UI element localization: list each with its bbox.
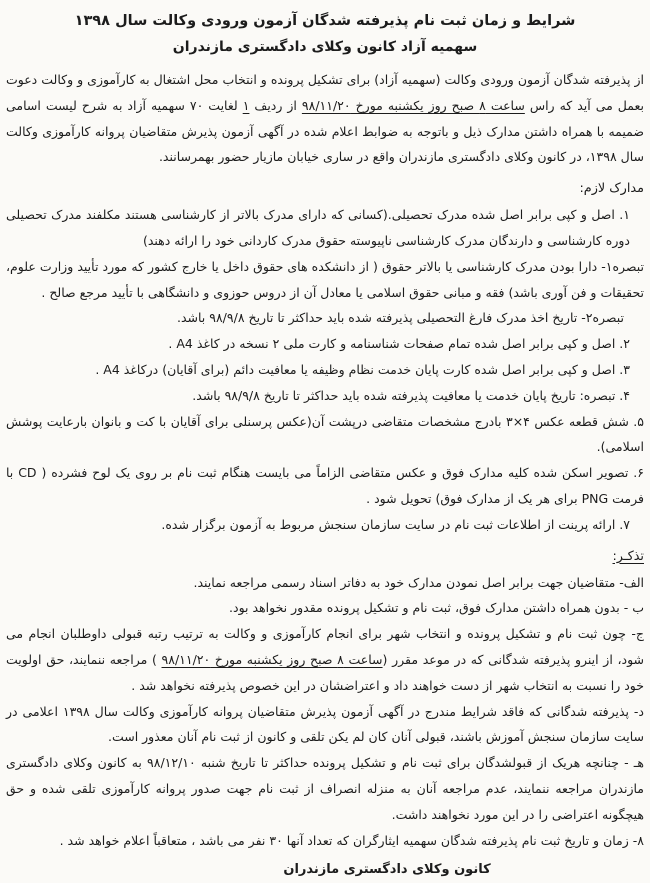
- underlined-deadline-datetime: ساعت ۸ صبح روز یکشنبه مورخ ۹۸/۱۱/۲۰: [161, 651, 383, 667]
- intro-paragraph: [6, 67, 644, 170]
- document-note-1: تبصره۱- دارا بودن مدرک کارشناسی یا بالاتر حقوق ( از دانشکده های حقوق داخل یا خارج کشور که مورد تأیید وزارت علوم، تحقیقات و فن آوری باشد) فقه و مبانی حقوق اسلامی یا معادل آن از دروس حوزوی و دانشگاهی با تأیید مرجع صالح .: [6, 258, 644, 300]
- remark-e: هـ - چنانچه هریک از قبولشدگان برای ثبت نام و تشکیل پرونده حداکثر تا تاریخ شنبه ۹۸/۱۲/۱۰ به کانون وکلای دادگستری مازندران مراجعه ننمایند، عدم مراجعه آنان به منزله انصراف از ثبت نام جهت صدور پروانه کارآموزی تلقی شده و حق هیچگونه اعتراضی را در این مورد نخواهند داشت.: [6, 755, 644, 822]
- remark-c-text-1: ج- چون ثبت نام و تشکیل پرونده و انتخاب شهر برای انجام کارآموزی و وکالت به ترتیب رتبه قبولی داوطلبان انجام می شود، از اینرو پذیرفته شدگانی که در موعد مقرر (: [6, 626, 644, 667]
- signature-bar-association: کانون وکلای دادگستری مازندران: [283, 862, 491, 878]
- remark-b: ب - بدون همراه داشتن مدارک فوق، ثبت نام و تشکیل پرونده مقدور نخواهد بود.: [229, 600, 644, 616]
- remarks-heading-text: تذکـر:: [612, 548, 644, 564]
- document-item-6: ۶. تصویر اسکن شده کلیه مدارک فوق و عکس متقاضی الزاماً می بایست هنگام ثبت نام بر روی یک لوح فشرده ( CD با فرمت PNG برای هر یک از مدارک فوق) تحویل شود .: [6, 465, 644, 506]
- item-8-isargaran-note: ۸- زمان و تاریخ ثبت نام پذیرفته شدگان سهمیه ایثارگران که تعداد آنها ۳۰ نفر می باشد ، متعاقباً اعلام خواهد شد .: [59, 832, 644, 848]
- document-note-2: تبصره۲- تاریخ اخذ مدرک فارغ التحصیلی پذیرفته شده باید حداکثر تا تاریخ ۹۸/۹/۸ باشد.: [176, 310, 624, 326]
- document-item-5: ۵. شش قطعه عکس ۴×۳ بادرج مشخصات متقاضی درپشت آن(عکس پرسنلی برای آقایان با کت و بانوان بارعایت پوشش اسلامی).: [6, 413, 644, 455]
- remark-a: الف- متقاضیان جهت برابر اصل نمودن مدارک خود به دفاتر اسناد رسمی مراجعه نمایند.: [193, 574, 644, 590]
- page-subtitle: سهمیه آزاد کانون وکلای دادگستری مازندران: [172, 39, 478, 55]
- remark-c-text-2: ) مراجعه ننمایند، حق اولویت خود را نسبت به انتخاب شهر از دست خواهند داد و اعتراضشان در این خصوص پذیرفته نخواهد شد .: [6, 651, 644, 693]
- intro-text-2: از ردیف: [249, 97, 302, 113]
- intro-text-1: از پذیرفته شدگان آزمون ورودی وکالت (سهمیه آزاد) برای تشکیل پرونده و انتخاب محل اشتغال به کارآموزی و وکالت دعوت بعمل می آید که راس: [6, 72, 645, 113]
- underlined-registration-datetime: ساعت ۸ صبح روز یکشنبه مورخ ۹۸/۱۱/۲۰: [301, 97, 525, 113]
- document-item-3: ۳. اصل و کپی برابر اصل شده کارت پایان خدمت نظام وظیفه یا معافیت دائم (برای آقایان) درکاغذ A4 .: [95, 361, 630, 377]
- intro-text-3: لغایت ۷۰ سهمیه آزاد به شرح لیست اسامی ضمیمه با همراه داشتن مدارک ذیل و باتوجه به ضوابط اعلام شده در آگهی آزمون پذیرش متقاضیان پروانه کارآموزی وکالت سال ۱۳۹۸، در کانون وکلای دادگستری مازندران واقع در ساری خیابان مازیار حضور بهمرسانند.: [6, 97, 644, 165]
- remarks-heading: [6, 544, 644, 570]
- document-item-7: ۷. ارائه پرینت از اطلاعات ثبت نام در سایت سازمان سنجش مربوط به آزمون برگزار شده.: [161, 516, 630, 532]
- document-item-4: ۴. تبصره: تاریخ پایان خدمت یا معافیت پذیرفته شده باید حداکثر تا تاریخ ۹۸/۹/۸ باشد.: [192, 387, 630, 403]
- remark-d: د- پذیرفته شدگانی که فاقد شرایط مندرج در آگهی آزمون پذیرش متقاضیان پروانه کارآموزی وکالت سال ۱۳۹۸ اعلامی در سایت سازمان سنجش آموزش باشند، قبولی آنان کان لم یکن تلقی و کانون از ثبت نام آنان معذور است.: [6, 703, 644, 745]
- document-item-1: ۱. اصل و کپی برابر اصل شده مدرک تحصیلی.(کسانی که دارای مدرک بالاتر از کارشناسی هستند مکلفند مدرک تحصیلی دوره کارشناسی و دارندگان مدرک کارشناسی ناپیوسته حقوق مدرک کاردانی خود را ارائه دهند): [6, 207, 630, 248]
- document-item-2: ۲. اصل و کپی برابر اصل شده تمام صفحات شناسنامه و کارت ملی ۲ نسخه در کاغذ A4 .: [168, 336, 630, 352]
- remark-c: [6, 621, 644, 698]
- underlined-row-number: ۱: [242, 97, 250, 113]
- required-documents-heading: مدارک لازم:: [579, 181, 644, 197]
- page-title: شرایط و زمان ثبت نام پذیرفته شدگان آزمون ورودی وکالت سال ۱۳۹۸: [74, 13, 576, 29]
